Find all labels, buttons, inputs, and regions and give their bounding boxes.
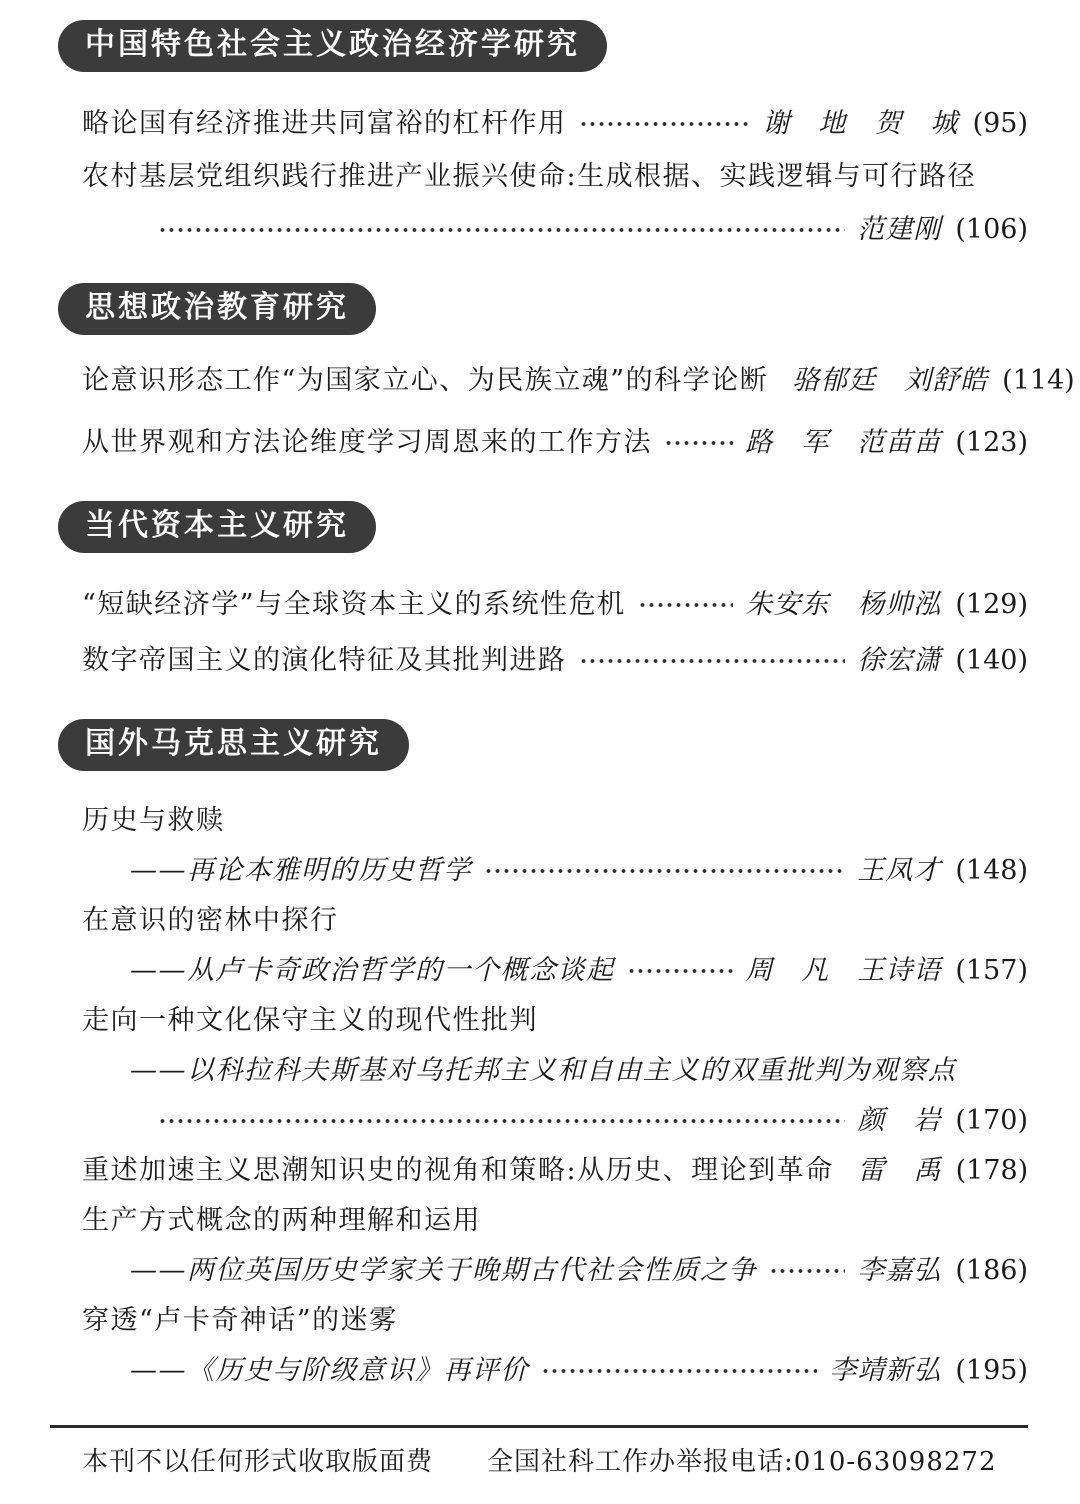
dot-leader <box>484 866 845 876</box>
toc-entry-row <box>82 427 1028 459</box>
entry-page-number: (114) <box>1002 365 1075 396</box>
toc-entry-row <box>82 805 1028 837</box>
toc-section <box>82 701 1028 1387</box>
entry-title: 穿透“卢卡奇神话”的迷雾 <box>82 1305 398 1336</box>
entry-authors: 范建刚 <box>857 214 942 245</box>
entry-page-number: (140) <box>955 645 1028 676</box>
dot-leader <box>158 225 845 235</box>
entry-page-number: (186) <box>955 1255 1028 1286</box>
entry-authors: 朱安东 杨帅泓 <box>745 589 942 620</box>
toc-section <box>82 267 1075 459</box>
entry-title: “短缺经济学”与全球资本主义的系统性危机 <box>82 589 626 620</box>
entry-title: 在意识的密林中探行 <box>82 905 339 936</box>
entry-title: 论意识形态工作“为国家立心、为民族立魂”的科学论断 <box>82 365 769 396</box>
entry-page-number: (157) <box>955 955 1028 986</box>
entry-page-number: (106) <box>955 214 1028 245</box>
entry-page-number: (178) <box>955 1155 1029 1186</box>
entry-authors: 李靖新弘 <box>829 1355 942 1386</box>
toc-section <box>82 489 1028 677</box>
dot-leader <box>638 600 734 610</box>
page-footer <box>50 1425 1028 1504</box>
toc-entry-row <box>82 1005 1028 1037</box>
toc-entry-row <box>82 365 1075 397</box>
toc-entry-row <box>82 1155 1028 1187</box>
entry-title: 走向一种文化保守主义的现代性批判 <box>82 1005 538 1036</box>
section-header-pill: 中国特色社会主义政治经济学研究 <box>58 20 607 72</box>
entry-authors: 徐宏潇 <box>857 645 942 676</box>
toc-entry-row <box>82 108 1028 140</box>
dot-leader <box>541 1366 817 1376</box>
entry-title: 历史与救赎 <box>82 805 225 836</box>
toc-entry-row <box>82 1205 1028 1237</box>
entry-authors: 谢 地 贺 城 <box>762 108 959 139</box>
toc-entry-row <box>82 1255 1028 1287</box>
dot-leader <box>579 119 751 129</box>
toc-entry-row <box>82 161 1028 193</box>
toc-entry-row <box>82 645 1028 677</box>
toc-entry-row <box>82 589 1028 621</box>
entry-page-number: (148) <box>955 855 1028 886</box>
toc-entry-row <box>82 905 1028 937</box>
dot-leader <box>769 1266 845 1276</box>
section-header-pill: 当代资本主义研究 <box>58 501 376 553</box>
entry-title: 重述加速主义思潮知识史的视角和策略:从历史、理论到革命 <box>82 1155 834 1186</box>
entry-authors: 颜 岩 <box>857 1105 942 1136</box>
entry-title: ——从卢卡奇政治哲学的一个概念谈起 <box>130 955 615 986</box>
entry-title: 农村基层党组织践行推进产业振兴使命:生成根据、实践逻辑与可行路径 <box>82 161 977 192</box>
toc-entry-row <box>82 1355 1028 1387</box>
entry-authors: 王凤才 <box>857 855 942 886</box>
entry-page-number: (170) <box>955 1105 1028 1136</box>
entry-title: ——以科拉科夫斯基对乌托邦主义和自由主义的双重批判为观察点 <box>130 1055 957 1086</box>
entry-title: ——两位英国历史学家关于晚期古代社会性质之争 <box>130 1255 757 1286</box>
toc-entry-row <box>82 855 1028 887</box>
entry-page-number: (129) <box>955 589 1028 620</box>
entry-title: 略论国有经济推进共同富裕的杠杆作用 <box>82 108 567 139</box>
entry-page-number: (195) <box>955 1355 1028 1386</box>
entry-authors: 周 凡 王诗语 <box>745 955 942 986</box>
entry-title: ——再论本雅明的历史哲学 <box>130 855 472 886</box>
toc-entry-row <box>82 1305 1028 1337</box>
entry-authors: 骆郁廷 刘舒皓 <box>792 365 989 396</box>
toc-section <box>82 20 1028 246</box>
section-header-pill: 思想政治教育研究 <box>58 283 376 335</box>
entry-title: 生产方式概念的两种理解和运用 <box>82 1205 481 1236</box>
entry-page-number: (95) <box>972 108 1028 139</box>
dot-leader <box>664 438 733 448</box>
toc-entry-row <box>82 1055 1028 1087</box>
entry-title: 从世界观和方法论维度学习周恩来的工作方法 <box>82 427 652 458</box>
dot-leader <box>158 1116 845 1126</box>
dot-leader <box>627 966 734 976</box>
toc-entry-row <box>82 1105 1028 1137</box>
dot-leader <box>579 656 846 666</box>
sections-root <box>82 20 1075 1405</box>
entry-authors: 李嘉弘 <box>857 1255 942 1286</box>
footer-notice: 本刊不以任何形式收取版面费 全国社科工作办举报电话:010-63098272 <box>82 1447 997 1477</box>
toc-entry-row <box>82 214 1028 246</box>
entry-title: ——《历史与阶级意识》再评价 <box>130 1355 529 1386</box>
entry-title: 数字帝国主义的演化特征及其批判进路 <box>82 645 567 676</box>
entry-page-number: (123) <box>955 427 1028 458</box>
section-header-pill: 国外马克思主义研究 <box>58 719 409 771</box>
entry-authors: 雷 禹 <box>857 1155 942 1186</box>
toc-entry-row <box>82 955 1028 987</box>
entry-authors: 路 军 范苗苗 <box>745 427 942 458</box>
